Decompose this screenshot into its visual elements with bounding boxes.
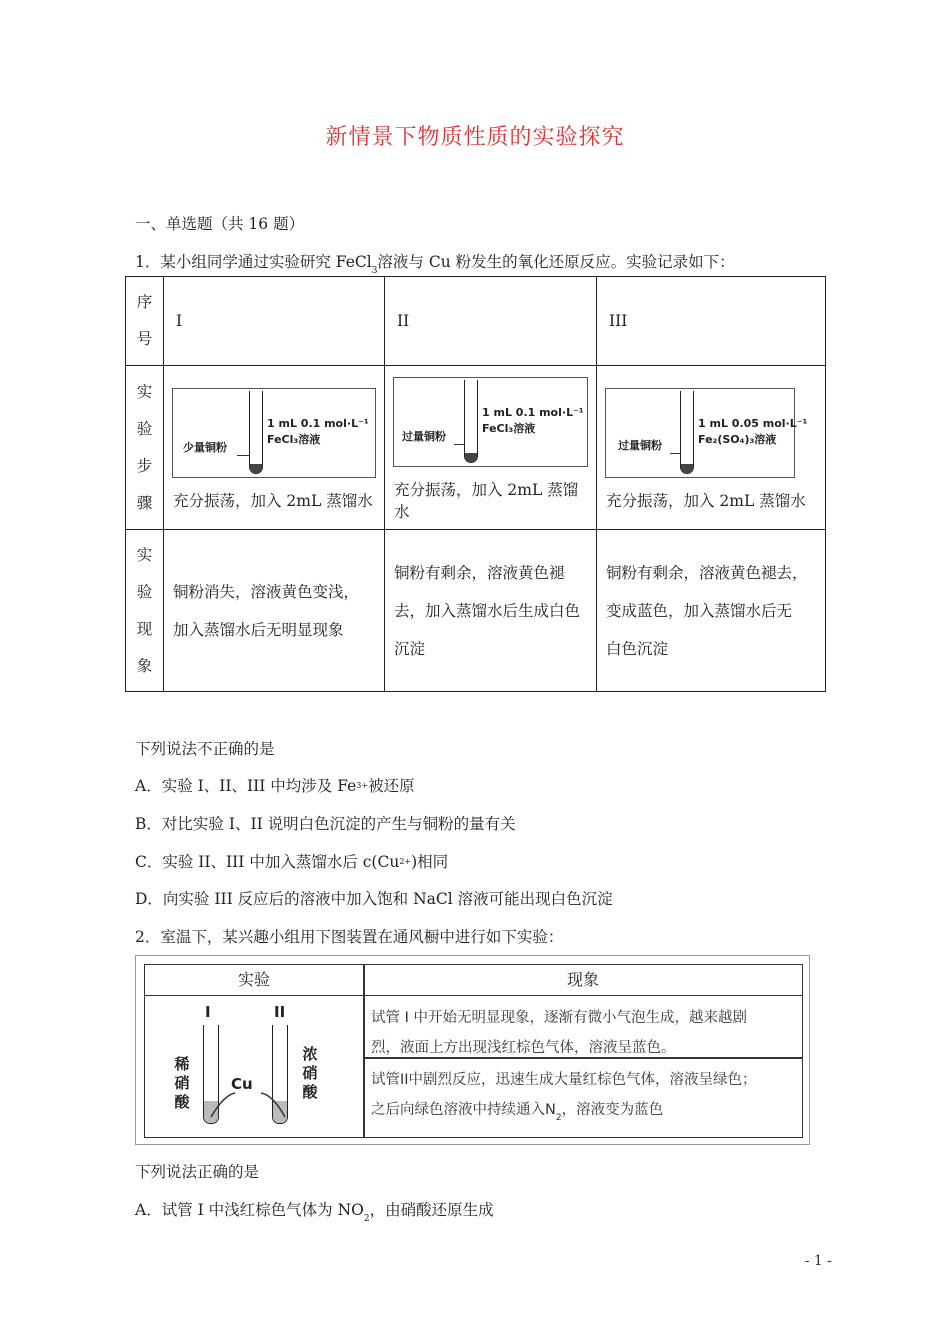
page-title: 新情景下物质性质的实验探究 xyxy=(325,125,625,150)
tube-diagram-3 xyxy=(605,388,808,478)
q1-option-a: A．实验 I、II、III 中均涉及 $Fe^{3+}$被还原 xyxy=(135,777,415,795)
col-header-experiment: 实验 xyxy=(145,965,363,996)
phenomenon-line: 加入蒸馏水后无明显现象 xyxy=(173,620,344,639)
step-cell-1 xyxy=(164,366,385,530)
reagent-label-2: FeCl₃溶液 xyxy=(482,421,536,435)
reagent-label-1: 1 mL 0.1 mol·L⁻¹ xyxy=(482,405,584,419)
test-tube-icon xyxy=(680,391,694,474)
section-heading: 一、单选题（共 16 题） xyxy=(135,215,305,233)
powder-label: 过量铜粉 xyxy=(402,429,446,443)
phenomenon-line: 铜粉消失，溶液黄色变浅， xyxy=(173,582,360,601)
powder-label: 过量铜粉 xyxy=(618,438,662,452)
step-cell-2 xyxy=(385,366,597,530)
col-header-2: II xyxy=(385,277,597,366)
phenomenon-cell-3 xyxy=(597,530,826,692)
phenomenon-line: 白色沉淀 xyxy=(606,639,669,658)
row-label-index: 序 号 xyxy=(126,277,164,366)
step-text-2: 充分振荡，加入 2mL 蒸馏水 xyxy=(394,480,579,521)
q1-option-b: B．对比实验 I、II 说明白色沉淀的产生与铜粉的量有关 xyxy=(135,815,516,833)
q2-question: 下列说法正确的是 xyxy=(135,1163,260,1181)
copper-wire-icon xyxy=(209,1085,289,1121)
row-label-phenomenon: 实 验 现 象 xyxy=(126,530,164,692)
phenomenon-line: 变成蓝色，加入蒸馏水后无 xyxy=(606,601,793,620)
reagent-label-2: FeCl₃溶液 xyxy=(267,432,321,446)
q1-question: 下列说法不正确的是 xyxy=(135,740,275,758)
q2-stem: 2．室温下，某兴趣小组用下图装置在通风橱中进行如下实验： xyxy=(135,928,564,946)
q1-option-d: D．向实验 III 反应后的溶液中加入饱和 NaCl 溶液可能出现白色沉淀 xyxy=(135,890,613,908)
q1-option-c: C．实验 II、III 中加入蒸馏水后 $c(Cu^{2+})$相同 xyxy=(135,853,449,871)
observation-tube-2: 试管II中剧烈反应，迅速生成大量红棕色气体，溶液呈绿色； 之后向绿色溶液中持续通入$N_2$，溶液变为蓝色 xyxy=(371,1072,757,1123)
phenomenon-line: 去，加入蒸馏水后生成白色 xyxy=(394,601,581,620)
step-text-1: 充分振荡，加入 2mL 蒸馏水 xyxy=(173,491,373,510)
q1-stem-sub: 3 xyxy=(371,266,378,276)
q2-table xyxy=(135,955,810,1145)
col-header-3: III xyxy=(597,277,826,366)
test-tube-icon xyxy=(249,391,263,474)
reagent-label-1: 1 mL 0.05 mol·L⁻¹ xyxy=(698,416,808,430)
tube-diagram-1 xyxy=(172,388,376,478)
row-label-steps: 实 验 步 骤 xyxy=(126,366,164,530)
tube-diagram-2 xyxy=(393,377,588,467)
q1-stem xyxy=(135,250,735,276)
tube-label-1: I xyxy=(205,1003,211,1021)
powder-label: 少量铜粉 xyxy=(183,440,227,454)
q1-stem-a: 1．某小组同学通过实验研究 FeCl xyxy=(135,253,372,271)
phenomenon-cell-2 xyxy=(385,530,597,692)
left-reagent-label: 稀 硝 酸 xyxy=(174,1055,190,1111)
reagent-label-2: Fe₂(SO₄)₃溶液 xyxy=(698,432,777,446)
test-tube-icon xyxy=(464,380,478,463)
q2-option-a: A．试管 I 中浅红棕色气体为 $NO_2$，由硝酸还原生成 xyxy=(135,1201,494,1224)
phenomenon-cell-1 xyxy=(164,530,385,692)
q1-table xyxy=(125,276,826,692)
step-text-3: 充分振荡，加入 2mL 蒸馏水 xyxy=(606,491,806,510)
right-reagent-label: 浓 硝 酸 xyxy=(302,1045,318,1101)
observation-tube-1: 试管 I 中开始无明显现象，逐渐有微小气泡生成，越来越剧 烈，液面上方出现浅红棕色气体，溶液呈蓝色。 xyxy=(371,1010,747,1056)
q1-stem-b: 溶液与 Cu 粉发生的氧化还原反应。实验记录如下： xyxy=(377,253,735,271)
reagent-label-1: 1 mL 0.1 mol·L⁻¹ xyxy=(267,416,369,430)
copper-label: Cu xyxy=(231,1075,253,1093)
tube-label-2: II xyxy=(274,1003,286,1021)
phenomenon-line: 铜粉有剩余，溶液黄色褪 xyxy=(394,563,565,582)
col-header-phenomenon: 现象 xyxy=(364,965,802,996)
page-number: - 1 - xyxy=(804,1253,832,1269)
col-header-1: I xyxy=(164,277,385,366)
phenomenon-line: 沉淀 xyxy=(394,639,426,658)
phenomenon-line: 铜粉有剩余，溶液黄色褪去， xyxy=(606,563,808,582)
step-cell-3 xyxy=(597,366,826,530)
